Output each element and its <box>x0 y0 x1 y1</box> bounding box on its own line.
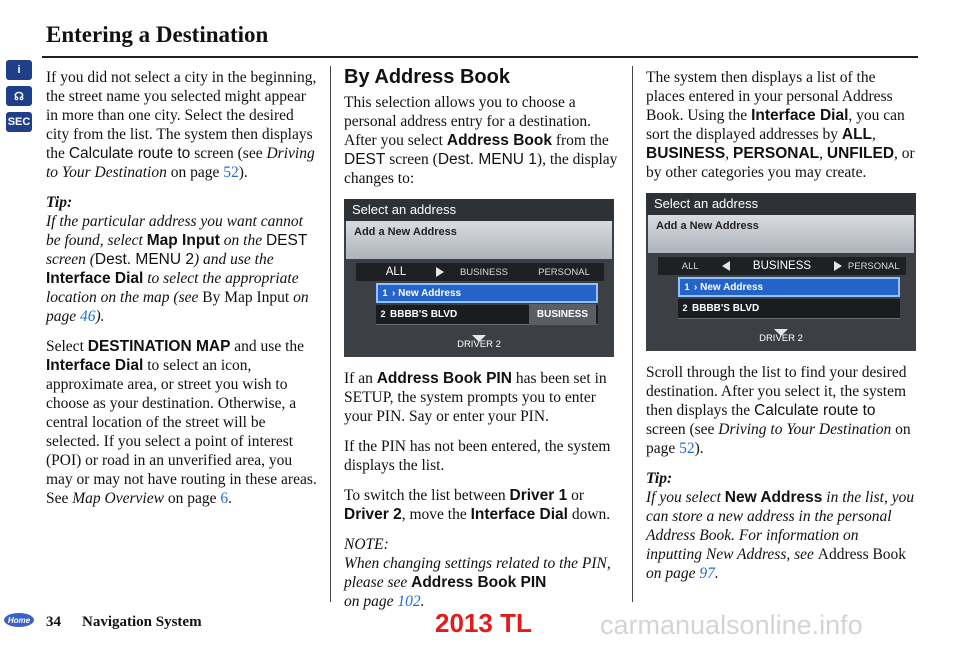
page-link[interactable]: 52 <box>679 440 695 457</box>
screen-select-address-business <box>646 193 916 351</box>
row-text: BBBB'S BLVD <box>692 303 760 314</box>
list-item[interactable] <box>376 283 598 303</box>
row-number: 1 <box>684 281 690 292</box>
title-divider <box>42 56 918 58</box>
screen-title: Select an address <box>646 193 916 215</box>
note-label: NOTE: <box>344 536 389 553</box>
tip-block <box>46 193 318 326</box>
text: . <box>714 565 719 582</box>
category-badge: BUSINESS <box>529 304 596 325</box>
paragraph-switch-driver <box>344 486 619 524</box>
row-text: New Address <box>700 281 764 293</box>
ui-term: Interface Dial <box>46 270 144 287</box>
tab-all[interactable]: ALL <box>385 265 407 278</box>
address-list <box>678 277 900 321</box>
ui-term: Address Book PIN <box>411 574 547 591</box>
row-text: New Address <box>398 287 462 299</box>
ui-term: Interface Dial <box>751 107 849 124</box>
text: , or by other categories you may create. <box>646 145 915 181</box>
category-tabs <box>658 257 906 275</box>
screen-title: Select an address <box>344 199 614 221</box>
arrow-right-icon <box>436 267 444 277</box>
column-right <box>646 68 918 594</box>
ui-term: Driver 2 <box>344 506 402 523</box>
ui-term: DESTINATION MAP <box>87 338 231 355</box>
text: in the list, you can store a new address in the personal Address Book. For information on inputting New Address, see <box>646 489 915 563</box>
text: This selection allows you to choose a personal address entry for a destination. After you select <box>344 94 592 149</box>
list-item[interactable] <box>678 277 900 297</box>
text: , you can sort the displayed addresses by <box>646 107 905 143</box>
text: If you did not select a city in the beginning, the street name you selected might appear in more than one city. Select the desired city from the list. The system then displays the <box>46 69 317 162</box>
paragraph-intro <box>344 93 619 188</box>
tab-personal[interactable]: PERSONAL <box>538 266 590 278</box>
tab-all[interactable]: ALL <box>681 260 699 272</box>
text: on page <box>166 164 224 181</box>
text: . <box>228 490 232 507</box>
add-new-address-field[interactable]: Add a New Address <box>346 221 612 259</box>
page-link[interactable]: 97 <box>699 565 715 582</box>
text: ) and use the <box>193 251 274 268</box>
ui-term: UNFILED <box>826 145 895 162</box>
row-number: 2 <box>380 309 386 319</box>
text: When changing settings related to the PIN, please see <box>344 555 611 591</box>
text: , <box>819 145 827 162</box>
ui-term: New Address <box>724 489 823 506</box>
text: ). <box>95 308 105 325</box>
text: on page <box>344 593 398 610</box>
page-link[interactable]: 46 <box>80 308 96 325</box>
ui-term: DEST <box>265 232 308 249</box>
text: If the particular address you want cannot be found, select <box>46 213 303 249</box>
text: ), the display changes to: <box>344 151 618 187</box>
footer-section: Navigation System <box>82 614 202 630</box>
page-link[interactable]: 102 <box>397 593 421 610</box>
ui-term: ALL <box>841 126 873 143</box>
screen-select-address-all <box>344 199 614 357</box>
note-block <box>344 535 619 611</box>
ui-term: PERSONAL <box>733 145 820 162</box>
text: on page <box>646 421 911 457</box>
page-link[interactable]: 52 <box>223 164 239 181</box>
text: on page <box>646 565 700 582</box>
arrow-left-icon <box>722 261 730 271</box>
text: Scroll through the list to find your desired destination. After you select it, the system then displays the <box>646 364 907 419</box>
text: has been set in SETUP, the system prompts you to enter your PIN. Say or enter your PIN. <box>344 370 607 425</box>
text: screen (see <box>190 145 267 162</box>
chevron-right-icon: › <box>694 281 701 293</box>
ui-term: Dest. MENU 2 <box>94 251 194 268</box>
row-text: BBBB'S BLVD <box>390 309 458 320</box>
ui-term: DEST <box>344 151 386 168</box>
driver-label: DRIVER 2 <box>759 333 803 344</box>
text: ). <box>238 164 248 181</box>
list-item[interactable] <box>376 305 598 325</box>
text: , move the <box>401 506 471 523</box>
text: . <box>420 593 425 610</box>
paragraph-city-list <box>46 68 318 182</box>
tab-personal[interactable]: PERSONAL <box>847 260 900 272</box>
cross-ref: Driving to Your Destination <box>46 145 315 181</box>
info-icon[interactable]: i <box>6 60 32 80</box>
text: and use the <box>230 338 305 355</box>
arrow-right-icon <box>834 261 842 271</box>
ui-term: Dest. MENU 1 <box>437 151 537 168</box>
text: If an <box>344 370 377 387</box>
text: to select the appropriate location on the map (see <box>46 270 299 306</box>
text: on the <box>219 232 266 249</box>
text: , <box>725 145 733 162</box>
text: on page <box>46 289 309 325</box>
cross-ref: Map Overview <box>72 490 164 507</box>
text: screen ( <box>46 251 95 268</box>
page-title: Entering a Destination <box>46 22 269 47</box>
column-left <box>46 68 318 519</box>
driver-label: DRIVER 2 <box>457 339 501 350</box>
ui-term: Address Book PIN <box>376 370 512 387</box>
paragraph-pin-not-entered: If the PIN has not been entered, the system displays the list. <box>344 438 611 474</box>
tip-label: Tip: <box>46 194 73 211</box>
ui-term: Driver 1 <box>509 487 568 504</box>
ui-term: Calculate route to <box>68 145 191 162</box>
paragraph-scroll <box>646 363 918 458</box>
text: To switch the list between <box>344 487 510 504</box>
text: The system then displays a list of the places entered in your personal Address Book. Using the <box>646 69 893 124</box>
section-heading: By Address Book <box>344 66 510 88</box>
text: screen ( <box>385 151 438 168</box>
ui-term: BUSINESS <box>646 145 726 162</box>
category-tabs <box>356 263 604 281</box>
row-number: 2 <box>682 303 688 313</box>
text: down. <box>567 506 611 523</box>
text: or <box>567 487 585 504</box>
page-link[interactable]: 6 <box>220 490 229 507</box>
ui-term: Address Book <box>446 132 552 149</box>
text: from the <box>551 132 609 149</box>
column-divider <box>330 66 331 602</box>
ui-term: Map Input <box>146 232 220 249</box>
tip-label: Tip: <box>646 470 673 487</box>
cross-ref: Address Book <box>817 546 907 563</box>
text: ). <box>694 440 704 457</box>
column-divider <box>632 66 633 602</box>
text: If you select <box>646 489 725 506</box>
tip-block <box>646 469 918 583</box>
paragraph-pin <box>344 369 619 426</box>
tab-business[interactable]: BUSINESS <box>459 266 509 278</box>
chevron-right-icon: › <box>392 287 399 299</box>
sec-icon[interactable]: SEC <box>6 112 32 132</box>
home-icon[interactable]: Home <box>4 613 34 627</box>
page-number: 34 <box>46 614 61 630</box>
paragraph-sort <box>646 68 918 182</box>
ui-term: Calculate route to <box>754 402 876 419</box>
text: on page <box>163 490 221 507</box>
column-middle <box>344 68 619 622</box>
add-new-address-field[interactable]: Add a New Address <box>648 215 914 253</box>
text: to select an icon, approximate area, or street you wish to choose as your destination. Otherwise, a central location of the street will be selected. If you select a point of interest (POI) or road in an unverified area, you may or may not have routing in these areas. See <box>46 357 317 507</box>
ui-term: Interface Dial <box>46 357 144 374</box>
paragraph-destination-map <box>46 337 318 508</box>
list-item[interactable] <box>678 299 900 319</box>
voice-icon[interactable]: ☊ <box>6 86 32 106</box>
watermark: carmanualsonline.info <box>600 610 863 640</box>
model-year-stamp: 2013 TL <box>435 608 532 638</box>
ui-term: Interface Dial <box>470 506 568 523</box>
row-number: 1 <box>382 287 388 298</box>
text: Select <box>46 338 88 355</box>
cross-ref: By Map Input <box>202 289 290 306</box>
text: screen (see <box>646 421 719 438</box>
tab-business[interactable]: BUSINESS <box>752 259 812 272</box>
cross-ref: Driving to Your Destination <box>718 421 892 438</box>
address-list <box>376 283 598 327</box>
text: , <box>872 126 876 143</box>
